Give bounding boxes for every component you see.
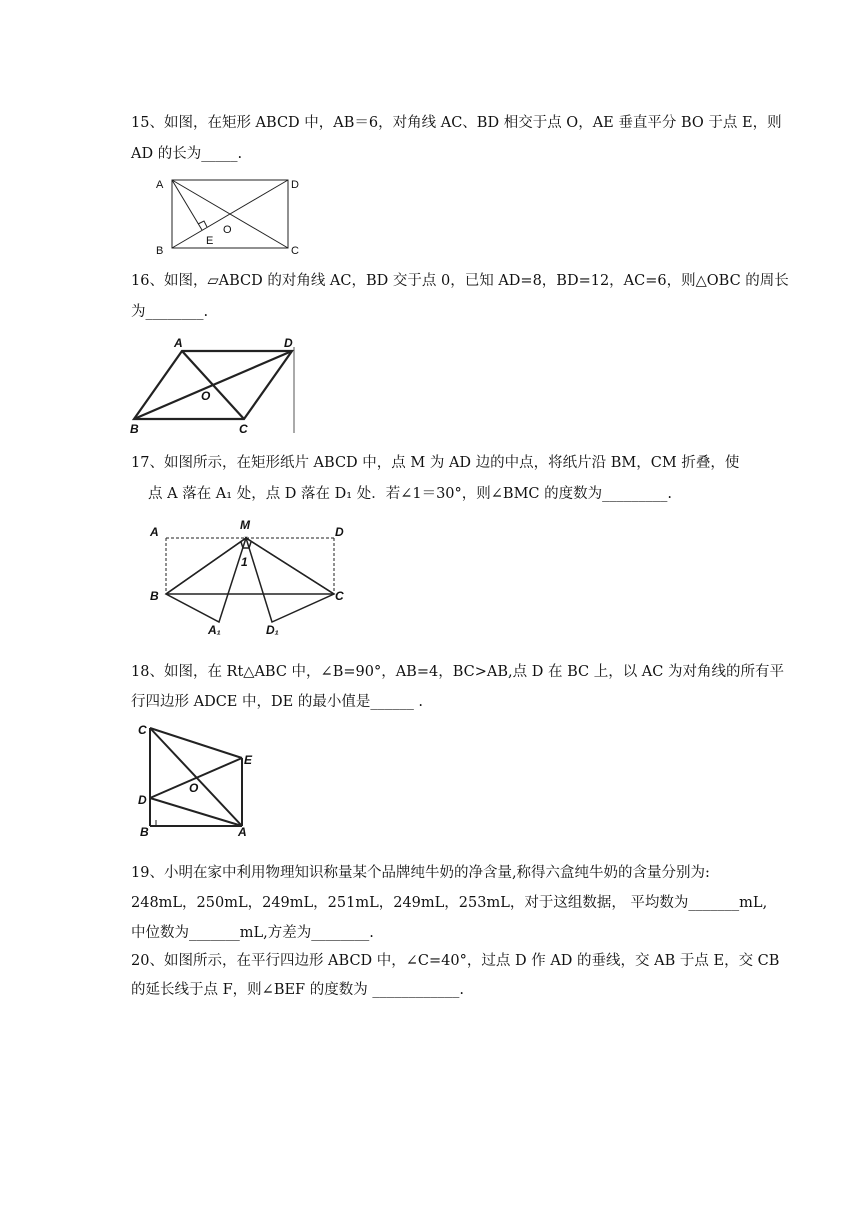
question-16-line-1: 16、如图，▱ABCD 的对角线 AC，BD 交于点 0，已知 AD=8，BD=12，AC=6，则△OBC 的周长 [131, 273, 789, 289]
figure-18-right-triangle [134, 720, 264, 838]
label-C: C [239, 422, 248, 436]
label-B: B [130, 422, 139, 436]
question-20-line-1: 20、如图所示，在平行四边形 ABCD 中，∠C=40°，过点 D 作 AD 的垂线，交 AB 于点 E，交 CB [131, 953, 780, 969]
label-O: O [201, 389, 211, 403]
label-D: D [284, 336, 293, 350]
label-O: O [223, 224, 232, 236]
label-C: C [138, 723, 147, 737]
label-D1: D₁ [266, 623, 279, 637]
label-B: B [140, 825, 149, 838]
label-B: B [156, 245, 164, 257]
label-A: A [174, 336, 183, 350]
label-D: D [335, 525, 344, 539]
question-17-line-2: 点 A 落在 A₁ 处，点 D 落在 D₁ 处．若∠1＝30°，则∠BMC 的度数为_________. [148, 486, 672, 502]
question-19-line-2: 248mL，250mL，249mL，251mL，249mL，253mL，对于这组数据， 平均数为_______mL, [131, 895, 768, 911]
question-19-line-3: 中位数为_______mL,方差为________. [131, 925, 374, 941]
question-20-line-2: 的延长线于点 F，则∠BEF 的度数为 ____________. [131, 982, 464, 998]
question-19-line-1: 19、小明在家中利用物理知识称量某个品牌纯牛奶的净含量,称得六盒纯牛奶的含量分别为: [131, 865, 710, 881]
label-O: O [189, 781, 199, 795]
figure-15-rectangle [150, 172, 310, 258]
label-A1: A₁ [208, 623, 221, 637]
label-E: E [244, 753, 253, 767]
figure-17-folded-rectangle [146, 514, 356, 638]
question-16-line-2: 为________. [131, 304, 209, 320]
label-D: D [138, 793, 147, 807]
question-18-line-2: 行四边形 ADCE 中，DE 的最小值是______ . [131, 694, 424, 710]
question-15-line-2: AD 的长为_____. [131, 146, 243, 162]
label-M: M [240, 518, 250, 532]
label-A: A [156, 179, 164, 191]
label-D: D [291, 179, 299, 191]
label-A: A [238, 825, 247, 838]
question-18-line-1: 18、如图，在 Rt△ABC 中，∠B=90°，AB=4，BC>AB,点 D 在 BC 上，以 AC 为对角线的所有平 [131, 664, 784, 680]
label-B: B [150, 589, 159, 603]
label-C: C [335, 589, 344, 603]
label-E: E [206, 235, 214, 247]
label-C: C [291, 245, 299, 257]
angle-label-1: 1 [241, 555, 248, 569]
figure-16-parallelogram [128, 333, 300, 437]
question-17-line-1: 17、如图所示，在矩形纸片 ABCD 中，点 M 为 AD 边的中点，将纸片沿 BM，CM 折叠，使 [131, 455, 740, 471]
label-A: A [150, 525, 159, 539]
question-15-line-1: 15、如图，在矩形 ABCD 中，AB＝6，对角线 AC、BD 相交于点 O，AE 垂直平分 BO 于点 E，则 [131, 115, 782, 131]
